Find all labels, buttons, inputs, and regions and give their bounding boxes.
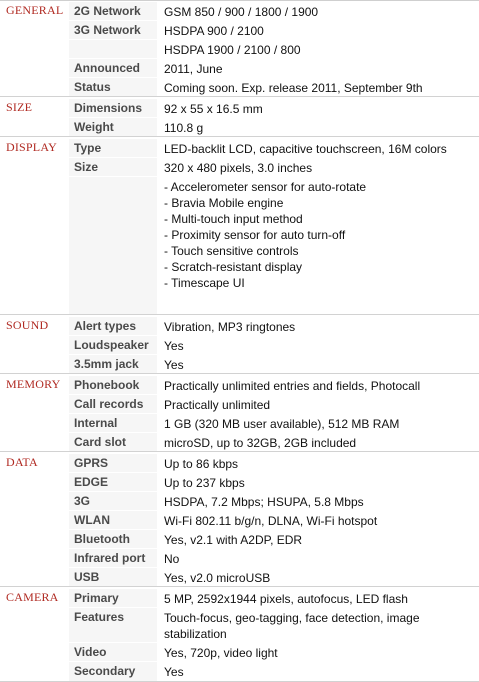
spec-value bbox=[162, 317, 479, 335]
spec-value bbox=[162, 395, 479, 413]
spec-row bbox=[0, 453, 479, 472]
spec-row bbox=[0, 642, 479, 661]
spec-label: 3G Network bbox=[69, 21, 157, 39]
spec-value-line: 5 MP, 2592x1944 pixels, autofocus, LED flash bbox=[164, 592, 408, 606]
spec-label: Features bbox=[69, 608, 157, 642]
spec-value bbox=[162, 139, 479, 157]
spec-label: GPRS bbox=[69, 454, 157, 472]
spec-label: Secondary bbox=[69, 662, 157, 681]
spec-value-line: 110.8 g bbox=[164, 121, 204, 135]
spec-value bbox=[162, 662, 479, 680]
spec-value bbox=[162, 177, 479, 291]
spec-value bbox=[162, 530, 479, 548]
spec-value-line: - Accelerometer sensor for auto-rotate bbox=[164, 180, 367, 194]
spec-value-line: stabilization bbox=[164, 627, 227, 641]
spec-value bbox=[162, 40, 479, 58]
spec-value bbox=[162, 2, 479, 20]
spec-value bbox=[162, 59, 479, 77]
section-title: GENERAL bbox=[6, 3, 64, 17]
spec-value bbox=[162, 336, 479, 354]
spec-row bbox=[0, 394, 479, 413]
spec-row bbox=[0, 607, 479, 642]
spec-value-line: Yes bbox=[164, 665, 184, 679]
spec-row bbox=[0, 316, 479, 335]
spec-value-line: No bbox=[164, 552, 180, 566]
section-title: SOUND bbox=[6, 318, 49, 332]
spec-value bbox=[162, 21, 479, 39]
spec-value-line: LED-backlit LCD, capacitive touchscreen, 16M colors bbox=[164, 142, 447, 156]
spec-value bbox=[162, 454, 479, 472]
spec-value-line: - Timescape UI bbox=[164, 276, 245, 290]
spec-label: Loudspeaker bbox=[69, 336, 157, 354]
section-sound bbox=[0, 316, 479, 374]
spec-row bbox=[0, 77, 479, 96]
spec-label: Type bbox=[69, 139, 157, 157]
section-title: DATA bbox=[6, 455, 38, 469]
spec-label bbox=[69, 177, 157, 314]
spec-label: Phonebook bbox=[69, 376, 157, 394]
spec-label: Internal bbox=[69, 414, 157, 432]
spec-value bbox=[162, 473, 479, 491]
spec-value-line: - Multi-touch input method bbox=[164, 212, 303, 226]
section-memory bbox=[0, 375, 479, 452]
spec-value bbox=[162, 355, 479, 373]
spec-label: 3.5mm jack bbox=[69, 355, 157, 373]
spec-row bbox=[0, 39, 479, 58]
spec-label bbox=[69, 40, 157, 58]
section-camera bbox=[0, 588, 479, 682]
spec-value-line: - Scratch-resistant display bbox=[164, 260, 303, 274]
spec-row bbox=[0, 98, 479, 117]
spec-label: Dimensions bbox=[69, 99, 157, 117]
spec-row bbox=[0, 567, 479, 586]
spec-value bbox=[162, 492, 479, 510]
spec-value-line: - Proximity sensor for auto turn-off bbox=[164, 228, 346, 242]
spec-label: 3G bbox=[69, 492, 157, 510]
spec-row bbox=[0, 58, 479, 77]
spec-row bbox=[0, 354, 479, 373]
spec-row bbox=[0, 157, 479, 176]
spec-value-line: Coming soon. Exp. release 2011, September 9th bbox=[164, 81, 423, 95]
spec-label: Bluetooth bbox=[69, 530, 157, 548]
spec-value-line: Practically unlimited bbox=[164, 398, 271, 412]
spec-value-line: 320 x 480 pixels, 3.0 inches bbox=[164, 161, 313, 175]
spec-label: WLAN bbox=[69, 511, 157, 529]
spec-row bbox=[0, 491, 479, 510]
spec-label: Alert types bbox=[69, 317, 157, 335]
spec-value-line: 1 GB (320 MB user available), 512 MB RAM bbox=[164, 417, 400, 431]
spec-value-line: Yes, v2.1 with A2DP, EDR bbox=[164, 533, 303, 547]
spec-value-line: Yes bbox=[164, 358, 184, 372]
spec-label: Call records bbox=[69, 395, 157, 413]
spec-value bbox=[162, 78, 479, 96]
spec-value bbox=[162, 608, 479, 642]
spec-value-line: Practically unlimited entries and fields, Photocall bbox=[164, 379, 421, 393]
spec-value bbox=[162, 414, 479, 432]
section-data bbox=[0, 453, 479, 587]
spec-row bbox=[0, 661, 479, 681]
spec-value-line: microSD, up to 32GB, 2GB included bbox=[164, 436, 357, 450]
spec-value-line: Wi-Fi 802.11 b/g/n, DLNA, Wi-Fi hotspot bbox=[164, 514, 378, 528]
spec-row bbox=[0, 138, 479, 157]
spec-label: EDGE bbox=[69, 473, 157, 491]
spec-value bbox=[162, 643, 479, 661]
spec-row bbox=[0, 432, 479, 451]
spec-row bbox=[0, 529, 479, 548]
spec-value bbox=[162, 549, 479, 567]
spec-value-line: Up to 86 kbps bbox=[164, 457, 239, 471]
spec-row bbox=[0, 510, 479, 529]
spec-row bbox=[0, 20, 479, 39]
spec-row bbox=[0, 117, 479, 136]
spec-value-line: GSM 850 / 900 / 1800 / 1900 bbox=[164, 5, 319, 19]
section-size bbox=[0, 98, 479, 137]
spec-row bbox=[0, 588, 479, 607]
spec-value-line: Yes bbox=[164, 339, 184, 353]
spec-value bbox=[162, 589, 479, 607]
section-title: CAMERA bbox=[6, 590, 59, 604]
spec-label: Infrared port bbox=[69, 549, 157, 567]
spec-row bbox=[0, 472, 479, 491]
spec-row bbox=[0, 176, 479, 314]
spec-row bbox=[0, 335, 479, 354]
spec-value-line: Yes, 720p, video light bbox=[164, 646, 278, 660]
spec-value bbox=[162, 376, 479, 394]
spec-value-line: - Bravia Mobile engine bbox=[164, 196, 284, 210]
section-display bbox=[0, 138, 479, 315]
spec-value bbox=[162, 568, 479, 586]
spec-label: Primary bbox=[69, 589, 157, 607]
spec-value-line: - Touch sensitive controls bbox=[164, 244, 299, 258]
spec-value-line: 92 x 55 x 16.5 mm bbox=[164, 102, 263, 116]
spec-value-line: Up to 237 kbps bbox=[164, 476, 245, 490]
spec-value bbox=[162, 99, 479, 117]
spec-label: Video bbox=[69, 643, 157, 661]
spec-row bbox=[0, 548, 479, 567]
spec-value bbox=[162, 118, 479, 136]
section-title: DISPLAY bbox=[6, 140, 57, 154]
section-title: MEMORY bbox=[6, 377, 61, 391]
spec-value bbox=[162, 158, 479, 176]
spec-value-line: Touch-focus, geo-tagging, face detection, image bbox=[164, 611, 420, 625]
spec-label: Weight bbox=[69, 118, 157, 136]
spec-row bbox=[0, 1, 479, 20]
spec-label: Status bbox=[69, 78, 157, 96]
spec-value-line: HSDPA 900 / 2100 bbox=[164, 24, 264, 38]
spec-label: Size bbox=[69, 158, 157, 176]
spec-value bbox=[162, 511, 479, 529]
spec-value-line: 2011, June bbox=[164, 62, 223, 76]
spec-value-line: Vibration, MP3 ringtones bbox=[164, 320, 296, 334]
spec-label: Announced bbox=[69, 59, 157, 77]
spec-label: Card slot bbox=[69, 433, 157, 451]
section-general bbox=[0, 1, 479, 97]
spec-label: 2G Network bbox=[69, 2, 157, 20]
spec-label: USB bbox=[69, 568, 157, 586]
spec-row bbox=[0, 375, 479, 394]
spec-value-line: HSDPA 1900 / 2100 / 800 bbox=[164, 43, 301, 57]
section-title: SIZE bbox=[6, 100, 33, 114]
spec-row bbox=[0, 413, 479, 432]
spec-value-line: Yes, v2.0 microUSB bbox=[164, 571, 271, 585]
spec-value bbox=[162, 433, 479, 451]
spec-value-line: HSDPA, 7.2 Mbps; HSUPA, 5.8 Mbps bbox=[164, 495, 364, 509]
